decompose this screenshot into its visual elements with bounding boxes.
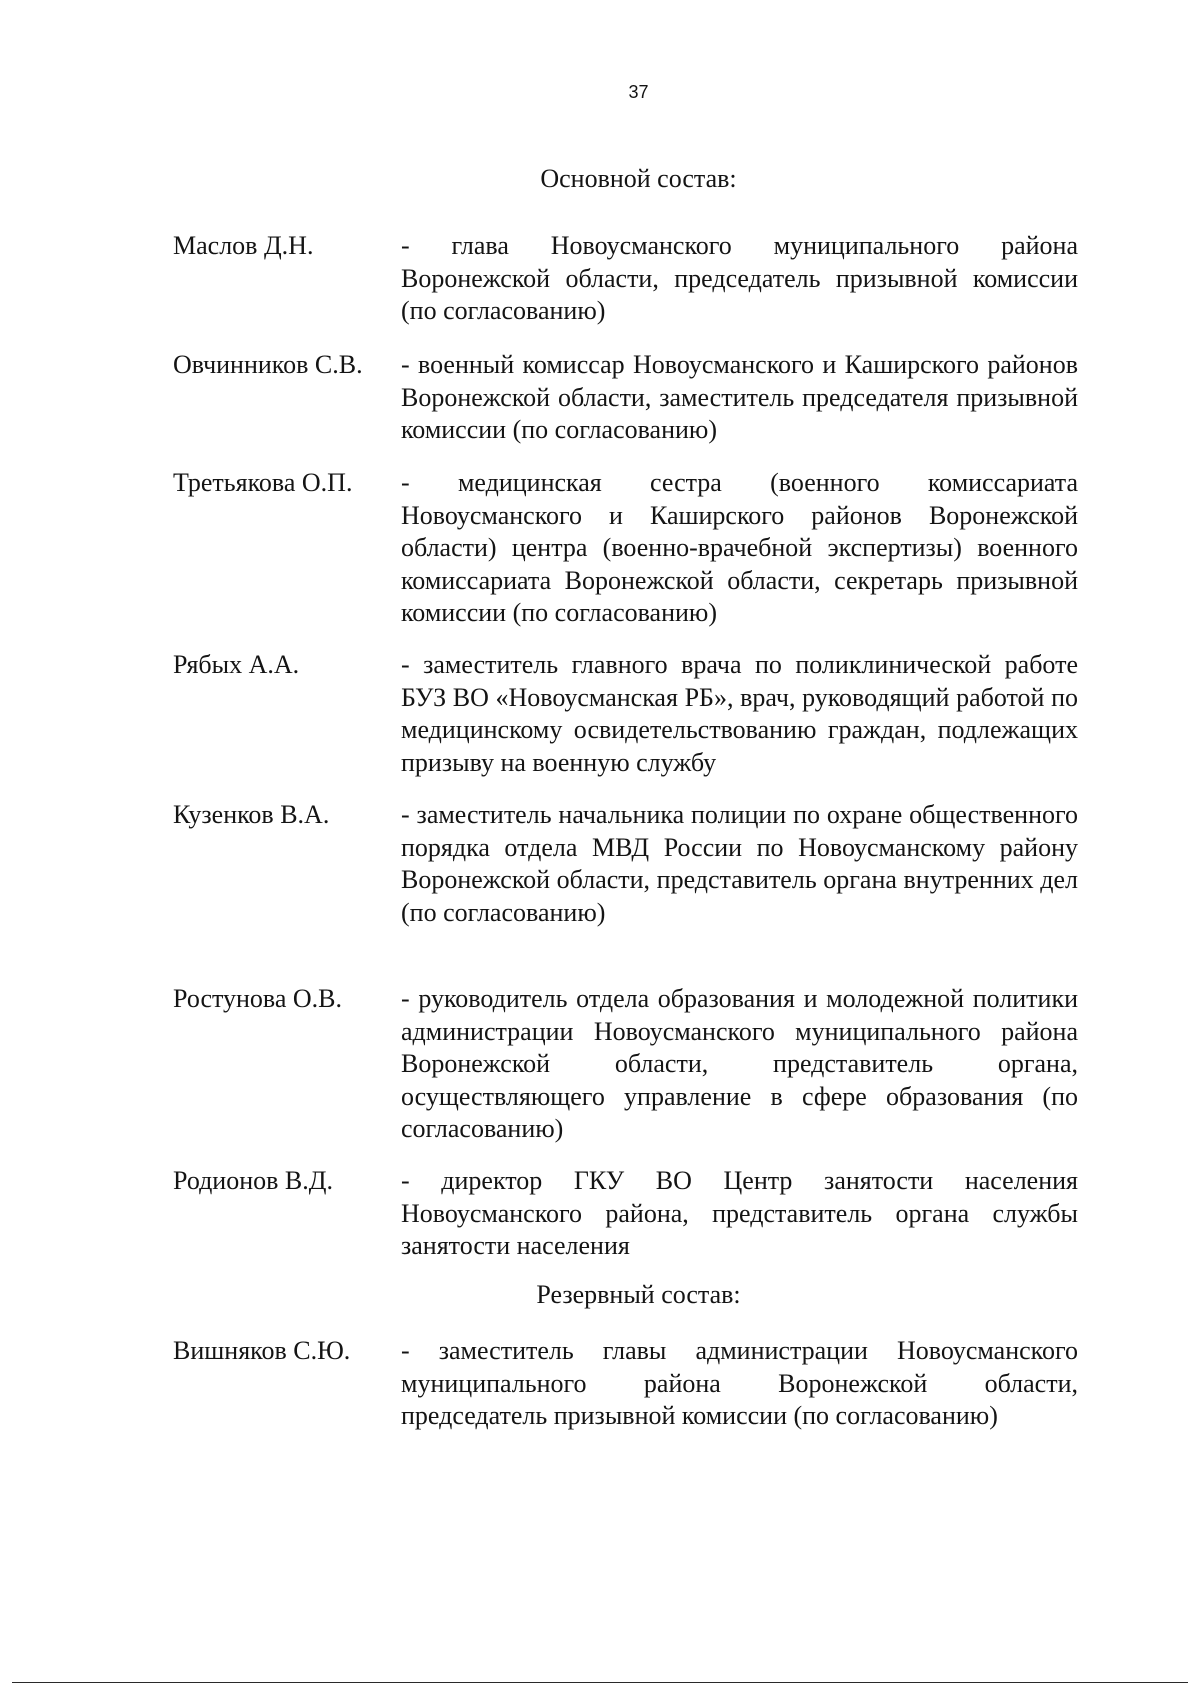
member-role: - заместитель начальника полиции по охране общественного порядка отдела МВД России по Новоусманскому району Воронежской области, представитель органа внутренних дел (по согласованию) [401,800,1078,927]
member-name: Родионов В.Д. [173,1166,333,1195]
member-name: Кузенков В.А. [173,800,330,829]
section-heading-main: Основной состав: [540,164,737,193]
member-role: - глава Новоусманского муниципального района Воронежской области, председатель призывной комиссии (по согласованию) [401,231,1078,325]
member-role: - медицинская сестра (военного комиссариата Новоусманского и Каширского районов Воронежской области) центра (военно-врачебной экспертизы) военного комиссариата Воронежской области, секретарь призывной комиссии (по согласованию) [401,468,1078,627]
member-name: Третьякова О.П. [173,468,353,497]
bottom-divider [12,1682,1188,1683]
member-name: Вишняков С.Ю. [173,1336,351,1365]
member-role: - военный комиссар Новоусманского и Каширского районов Воронежской области, заместитель председателя призывной комиссии (по согласованию) [401,350,1078,444]
section-heading-reserve: Резервный состав: [536,1280,741,1309]
member-role: - заместитель главного врача по поликлинической работе БУЗ ВО «Новоусманская РБ», врач, руководящий работой по медицинскому освидетельствованию граждан, подлежащих призыву на военную службу [401,650,1078,777]
member-name: Рябых А.А. [173,650,300,679]
member-role: - заместитель главы администрации Новоусманского муниципального района Воронежской области, председатель призывной комиссии (по согласованию) [401,1336,1078,1430]
member-name: Ростунова О.В. [173,984,343,1013]
page-number: 37 [628,82,649,102]
member-name: Маслов Д.Н. [173,231,314,260]
member-role: - руководитель отдела образования и молодежной политики администрации Новоусманского муниципального района Воронежской области, представитель органа, осуществляющего управление в сфере образования (по согласованию) [401,984,1078,1143]
member-name: Овчинников С.В. [173,350,363,379]
member-role: - директор ГКУ ВО Центр занятости населения Новоусманского района, представитель органа службы занятости населения [401,1166,1078,1260]
